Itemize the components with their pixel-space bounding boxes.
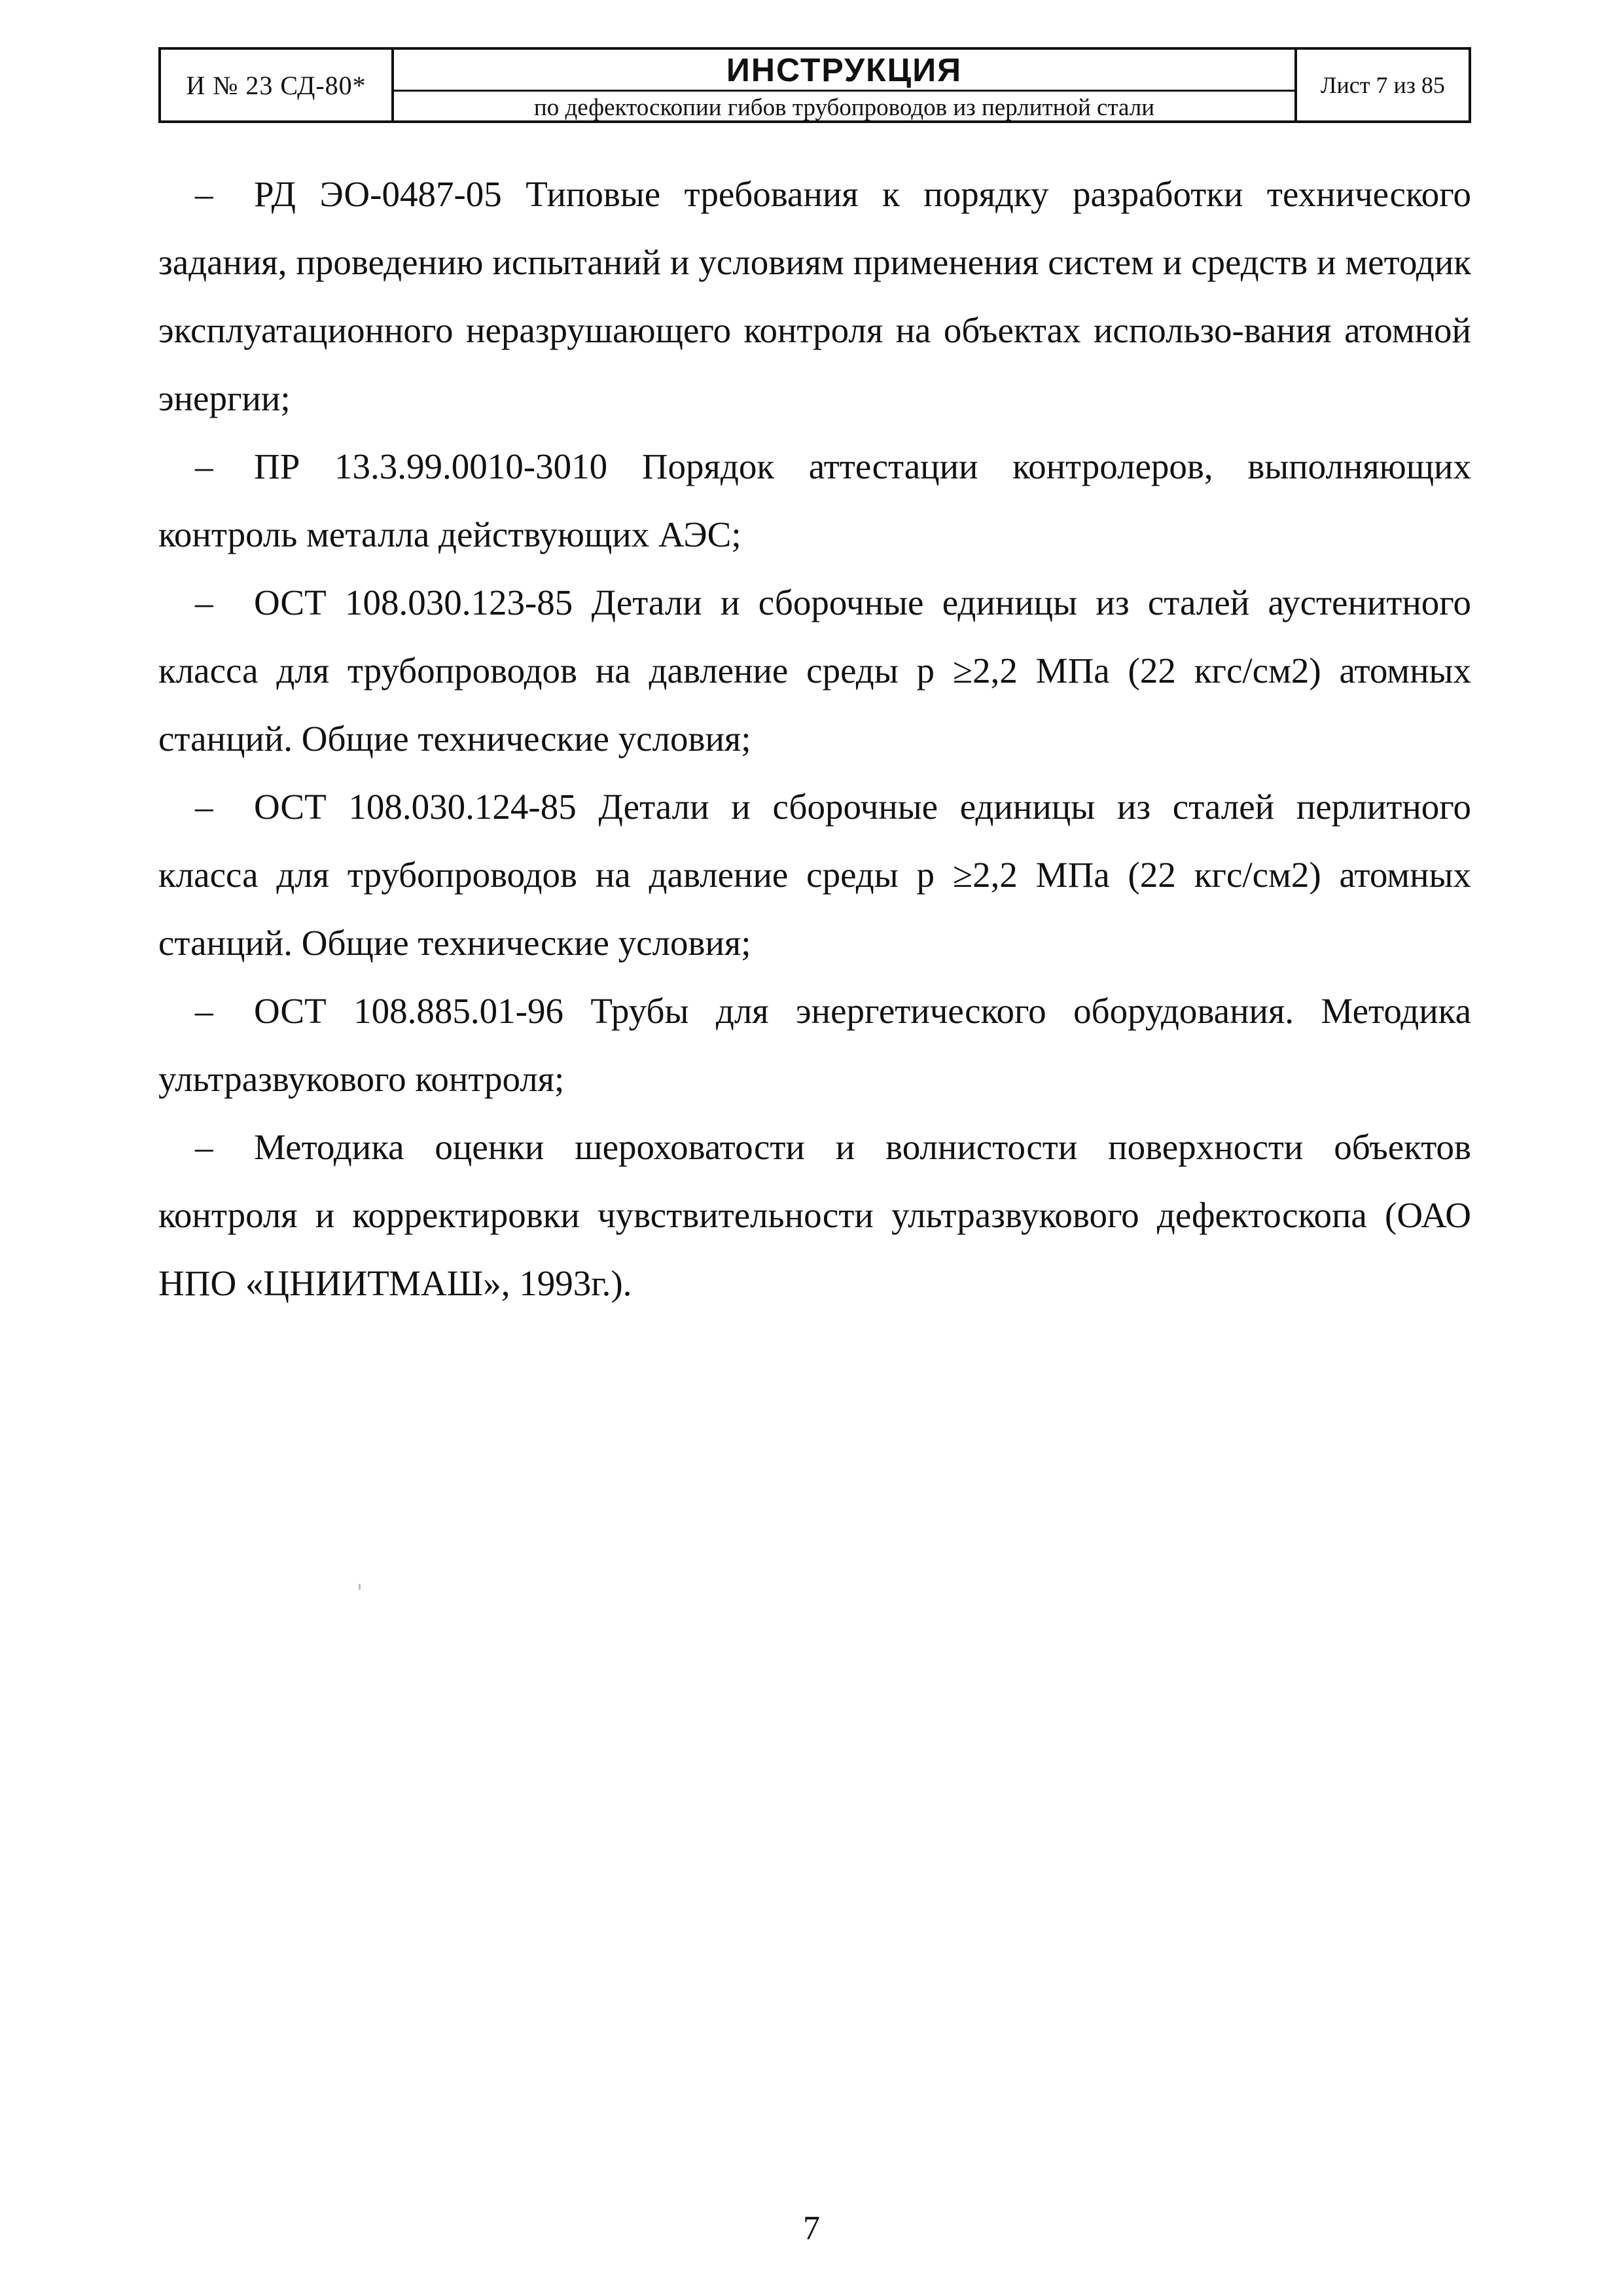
reference-list [158, 160, 1471, 1318]
list-dash: – [195, 174, 213, 214]
list-item [158, 433, 1471, 569]
list-dash: – [195, 1127, 213, 1167]
list-item-text: ОСТ 108.885.01-96 Трубы для энергетического оборудования. Методика ультразвукового контроля; [158, 991, 1471, 1099]
header-title-block [394, 50, 1294, 120]
page-number: 7 [803, 2210, 820, 2247]
list-item-text: Методика оценки шероховатости и волнистости поверхности объектов контроля и корректировки чувствительности ультразвукового дефектоскопа (ОАО НПО «ЦНИИТМАШ», 1993г.). [158, 1127, 1471, 1303]
list-item [158, 569, 1471, 773]
list-item [158, 977, 1471, 1113]
scan-speck [359, 1584, 361, 1590]
sheet-counter: Лист 7 из 85 [1294, 50, 1469, 120]
document-title: ИНСТРУКЦИЯ [394, 50, 1294, 92]
list-item-text: ПР 13.3.99.0010-3010 Порядок аттестации контролеров, выполняющих контроль металла действующих АЭС; [158, 446, 1471, 554]
list-item [158, 1113, 1471, 1318]
list-item-text: ОСТ 108.030.123-85 Детали и сборочные единицы из сталей аустенитного класса для трубопроводов на давление среды р ≥2,2 МПа (22 кгс/см2) атомных станций. Общие технические условия; [158, 583, 1471, 759]
list-dash: – [195, 787, 213, 827]
header-stamp [158, 47, 1471, 123]
document-code: И № 23 СД-80* [161, 50, 394, 120]
list-dash: – [195, 583, 213, 622]
list-dash: – [195, 991, 213, 1031]
document-subtitle: по дефектоскопии гибов трубопроводов из перлитной стали [533, 94, 1155, 121]
list-item-text: ОСТ 108.030.124-85 Детали и сборочные единицы из сталей перлитного класса для трубопроводов на давление среды р ≥2,2 МПа (22 кгс/см2) атомных станций. Общие технические условия; [158, 787, 1471, 963]
list-dash: – [195, 446, 213, 486]
list-item-text: РД ЭО-0487-05 Типовые требования к порядку разработки технического задания, проведению испытаний и условиям применения систем и средств и методик эксплуатационного неразрушающего контроля на объектах использо-вания атомной энергии; [158, 174, 1471, 418]
list-item [158, 160, 1471, 433]
list-item [158, 773, 1471, 977]
